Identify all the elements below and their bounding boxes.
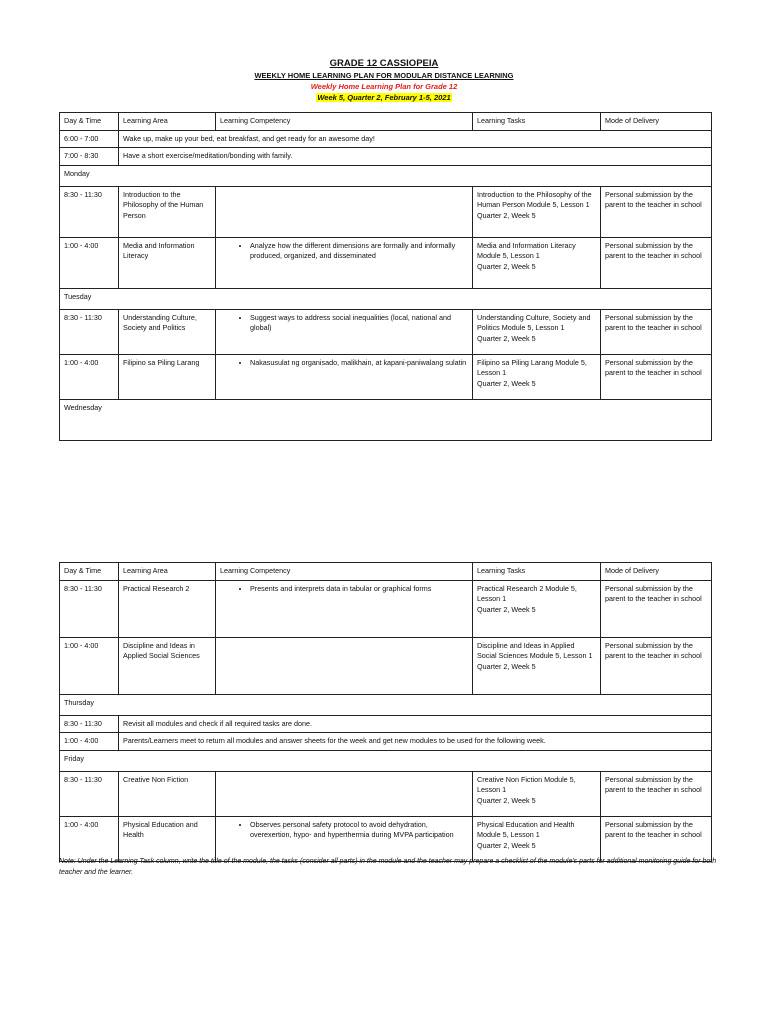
time-cell: 8:30 - 11:30	[60, 715, 119, 733]
learning-area-cell: Physical Education and Health	[119, 816, 216, 861]
time-cell: 8:30 - 11:30	[60, 186, 119, 237]
table-row	[60, 816, 712, 861]
table-row	[60, 771, 712, 816]
learning-plan-table-1	[59, 112, 712, 441]
competency-cell	[216, 237, 473, 288]
activity-cell: Wake up, make up your bed, eat breakfast, and get ready for an awesome day!	[119, 130, 712, 148]
learning-area-cell: Introduction to the Philosophy of the Human Person	[119, 186, 216, 237]
competency-item: • Observes personal safety protocol to avoid dehydration, overexertion, hypo- and hyperthermia during MVPA participation	[250, 820, 468, 841]
competency-cell	[216, 186, 473, 237]
learning-tasks-cell: Media and Information Literacy Module 5, Lesson 1 Quarter 2, Week 5	[473, 237, 601, 288]
learning-tasks-cell: Creative Non Fiction Module 5, Lesson 1 Quarter 2, Week 5	[473, 771, 601, 816]
competency-cell	[216, 771, 473, 816]
routine-row	[60, 715, 712, 733]
day-label: Friday	[60, 750, 712, 771]
footnote: Note: Under the Learning Task column, write the title of the module, the tasks (consider all parts) in the module and the teacher may prepare a checklist of the module's parts for additional monitoring guide for both teacher and the learner.	[59, 858, 717, 876]
mode-of-delivery-cell: Personal submission by the parent to the teacher in school	[601, 186, 712, 237]
learning-plan-table-2	[59, 562, 712, 862]
time-cell: 8:30 - 11:30	[60, 771, 119, 816]
column-header: Learning Area	[119, 113, 216, 131]
column-header: Mode of Delivery	[601, 113, 712, 131]
column-header: Learning Area	[119, 563, 216, 581]
column-header: Day & Time	[60, 113, 119, 131]
mode-of-delivery-cell: Personal submission by the parent to the teacher in school	[601, 771, 712, 816]
competency-list	[220, 358, 468, 369]
competency-list	[220, 241, 468, 262]
time-cell: 1:00 - 4:00	[60, 637, 119, 694]
competency-cell	[216, 816, 473, 861]
learning-area-cell: Filipino sa Piling Larang	[119, 354, 216, 399]
routine-row	[60, 130, 712, 148]
activity-cell: Revisit all modules and check if all required tasks are done.	[119, 715, 712, 733]
learning-tasks-cell: Practical Research 2 Module 5, Lesson 1 Quarter 2, Week 5	[473, 580, 601, 637]
time-cell: 1:00 - 4:00	[60, 354, 119, 399]
column-header: Mode of Delivery	[601, 563, 712, 581]
column-header: Learning Tasks	[473, 113, 601, 131]
day-row	[60, 694, 712, 715]
competency-item: • Suggest ways to address social inequalities (local, national and global)	[250, 313, 468, 334]
mode-of-delivery-cell: Personal submission by the parent to the teacher in school	[601, 354, 712, 399]
mode-of-delivery-cell: Personal submission by the parent to the teacher in school	[601, 309, 712, 354]
competency-list	[220, 820, 468, 841]
learning-tasks-cell: Physical Education and Health Module 5, Lesson 1 Quarter 2, Week 5	[473, 816, 601, 861]
mode-of-delivery-cell: Personal submission by the parent to the teacher in school	[601, 816, 712, 861]
routine-row	[60, 733, 712, 751]
learning-area-cell: Practical Research 2	[119, 580, 216, 637]
time-cell: 1:00 - 4:00	[60, 733, 119, 751]
table-row	[60, 237, 712, 288]
week-text: Week 5, Quarter 2, February 1-5, 2021	[317, 93, 451, 102]
table-header-row	[60, 563, 712, 581]
competency-cell	[216, 637, 473, 694]
column-header: Learning Competency	[216, 563, 473, 581]
table-row	[60, 354, 712, 399]
day-label: Tuesday	[60, 288, 712, 309]
learning-tasks-cell: Introduction to the Philosophy of the Human Person Module 5, Lesson 1 Quarter 2, Week 5	[473, 186, 601, 237]
learning-area-cell: Discipline and Ideas in Applied Social Sciences	[119, 637, 216, 694]
competency-item: • Nakasusulat ng organisado, malikhain, at kapani-paniwalang sulatin	[250, 358, 468, 369]
table-row	[60, 580, 712, 637]
activity-cell: Have a short exercise/meditation/bonding with family.	[119, 148, 712, 166]
column-header: Learning Tasks	[473, 563, 601, 581]
mode-of-delivery-cell: Personal submission by the parent to the teacher in school	[601, 580, 712, 637]
table-row	[60, 186, 712, 237]
mode-of-delivery-cell: Personal submission by the parent to the teacher in school	[601, 637, 712, 694]
day-label: Wednesday	[60, 399, 712, 440]
week-label	[0, 92, 768, 103]
competency-list	[220, 584, 468, 595]
time-cell: 8:30 - 11:30	[60, 309, 119, 354]
competency-cell	[216, 580, 473, 637]
time-cell: 1:00 - 4:00	[60, 237, 119, 288]
column-header: Day & Time	[60, 563, 119, 581]
learning-tasks-cell: Filipino sa Piling Larang Module 5, Lesson 1 Quarter 2, Week 5	[473, 354, 601, 399]
time-cell: 7:00 - 8:30	[60, 148, 119, 166]
competency-list	[220, 313, 468, 334]
day-row	[60, 750, 712, 771]
learning-area-cell: Creative Non Fiction	[119, 771, 216, 816]
competency-cell	[216, 309, 473, 354]
plan-title: Weekly Home Learning Plan for Grade 12	[310, 82, 458, 91]
table-row	[60, 309, 712, 354]
competency-item: • Analyze how the different dimensions are formally and informally produced, organized, and disseminated	[250, 241, 468, 262]
day-label: Thursday	[60, 694, 712, 715]
competency-item: • Presents and interprets data in tabular or graphical forms	[250, 584, 468, 595]
routine-row	[60, 148, 712, 166]
day-row	[60, 165, 712, 186]
day-label: Monday	[60, 165, 712, 186]
learning-tasks-cell: Discipline and Ideas in Applied Social Sciences Module 5, Lesson 1 Quarter 2, Week 5	[473, 637, 601, 694]
time-cell: 6:00 - 7:00	[60, 130, 119, 148]
activity-cell: Parents/Learners meet to return all modules and answer sheets for the week and get new modules to be used for the following week.	[119, 733, 712, 751]
competency-cell	[216, 354, 473, 399]
learning-area-cell: Media and Information Literacy	[119, 237, 216, 288]
table-header-row	[60, 113, 712, 131]
document-header	[0, 58, 768, 103]
column-header: Learning Competency	[216, 113, 473, 131]
time-cell: 8:30 - 11:30	[60, 580, 119, 637]
learning-area-cell: Understanding Culture, Society and Politics	[119, 309, 216, 354]
time-cell: 1:00 - 4:00	[60, 816, 119, 861]
day-row	[60, 399, 712, 440]
mode-of-delivery-cell: Personal submission by the parent to the teacher in school	[601, 237, 712, 288]
table-row	[60, 637, 712, 694]
day-row	[60, 288, 712, 309]
page-title: GRADE 12 CASSIOPEIA	[329, 58, 439, 69]
page-subtitle: WEEKLY HOME LEARNING PLAN FOR MODULAR DISTANCE LEARNING	[254, 71, 514, 80]
learning-tasks-cell: Understanding Culture, Society and Politics Module 5, Lesson 1 Quarter 2, Week 5	[473, 309, 601, 354]
